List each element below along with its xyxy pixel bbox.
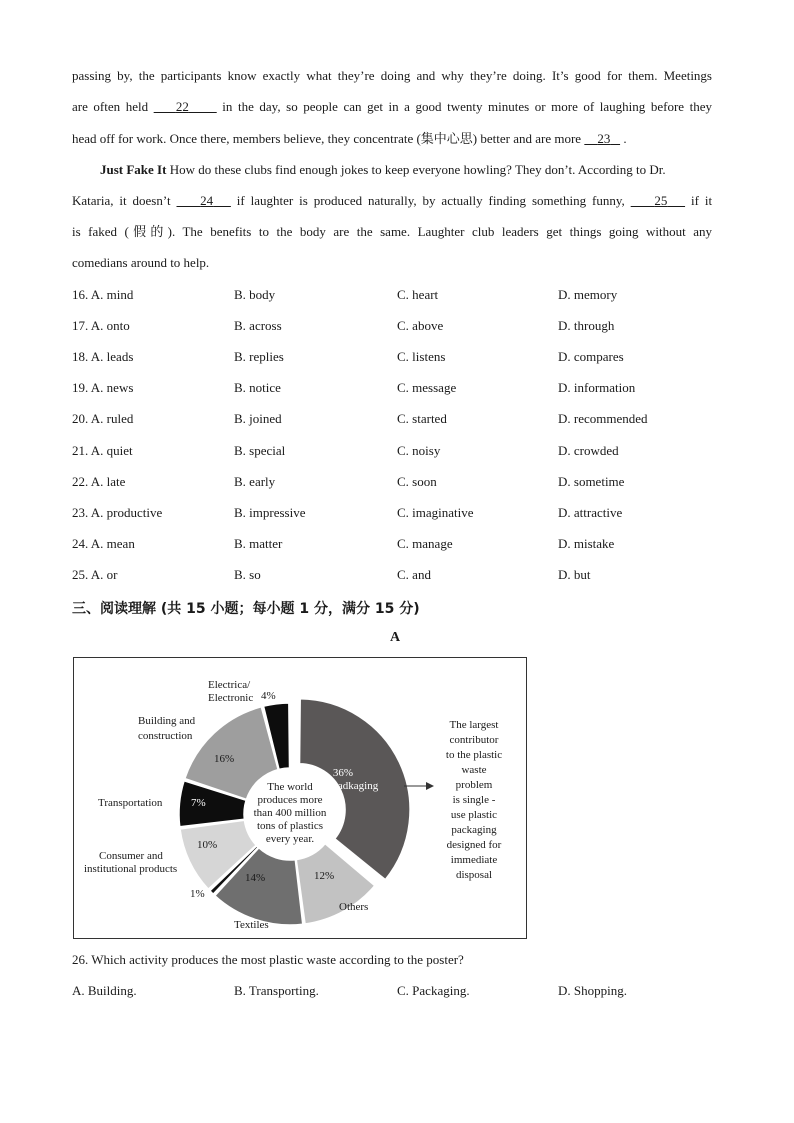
part-label: A — [390, 630, 401, 645]
option-a[interactable]: 23. A. productive — [72, 505, 163, 520]
label-consumer: Consumer and — [99, 850, 163, 862]
option-b[interactable]: B. across — [234, 318, 282, 333]
callout-line: immediate — [450, 854, 498, 866]
option-b[interactable]: B. so — [234, 567, 261, 582]
passage-text: Kataria, it doesn’t — [72, 193, 171, 208]
passage-line-6: is faked (假的). The benefits to the body are the same. Laughter club leaders get things going without any — [72, 224, 712, 239]
option-c[interactable]: C. above — [397, 318, 444, 333]
option-a[interactable]: 18. A. leads — [72, 349, 134, 364]
blank-23-number: 23 — [597, 131, 611, 146]
option-d[interactable]: D. Shopping. — [558, 983, 627, 998]
callout-arrow-head — [426, 782, 434, 790]
section-heading: Just Fake It — [100, 162, 167, 177]
option-b[interactable]: B. notice — [234, 380, 281, 395]
option-b[interactable]: B. joined — [234, 411, 282, 426]
option-c[interactable]: C. listens — [397, 349, 446, 364]
section-title: 三、阅读理解 (共 15 小题；每小题 1 分，满分 15 分) — [72, 601, 420, 617]
option-b[interactable]: B. replies — [234, 349, 284, 364]
callout-line: disposal — [455, 869, 493, 881]
center-line: than 400 million — [253, 807, 327, 819]
option-a[interactable]: 22. A. late — [72, 474, 126, 489]
option-c[interactable]: C. soon — [397, 474, 437, 489]
label-electrical: Electronic — [208, 692, 254, 704]
callout-text — [446, 719, 502, 881]
passage-text: . — [623, 131, 627, 146]
passage-line-5 — [72, 192, 712, 210]
pct-building: 16% — [214, 753, 235, 765]
label-electrical: Electrica/ — [208, 679, 251, 691]
option-c[interactable]: C. message — [397, 380, 457, 395]
option-a[interactable]: 19. A. news — [72, 380, 134, 395]
question-26-stem: 26. Which activity produces the most plastic waste according to the poster? — [72, 952, 464, 967]
label-consumer: institutional products — [84, 863, 178, 875]
passage-text: if it — [690, 193, 713, 208]
option-c[interactable]: C. started — [397, 411, 447, 426]
question-21 — [72, 442, 722, 460]
option-d[interactable]: D. memory — [558, 287, 618, 302]
option-d[interactable]: D. mistake — [558, 536, 615, 551]
option-d[interactable]: D. recommended — [558, 411, 648, 426]
option-c[interactable]: C. manage — [397, 536, 453, 551]
option-b[interactable]: B. impressive — [234, 505, 306, 520]
passage-text: head off for work. Once there, members believe, they concentrate (集中心思) better and are more — [72, 131, 582, 146]
option-a[interactable]: 20. A. ruled — [72, 411, 134, 426]
option-d[interactable]: D. but — [558, 567, 591, 582]
callout-line: to the plastic — [445, 749, 503, 761]
option-a[interactable]: 17. A. onto — [72, 318, 130, 333]
option-d[interactable]: D. sometime — [558, 474, 625, 489]
question-18 — [72, 348, 722, 366]
callout-line: contributor — [449, 734, 499, 746]
pct-packaging: 36% — [332, 767, 354, 779]
label-building: construction — [138, 730, 193, 742]
blank-24 — [177, 193, 231, 208]
label-textiles: Textiles — [234, 919, 269, 931]
callout-line: is single - — [452, 794, 496, 806]
question-24 — [72, 535, 722, 553]
option-c[interactable]: C. noisy — [397, 443, 441, 458]
option-a[interactable]: 24. A. mean — [72, 536, 135, 551]
passage-text: How do these clubs find enough jokes to keep everyone howling? They don’t. According to Dr. — [169, 162, 666, 177]
blank-25 — [631, 193, 685, 208]
passage-text: if laughter is produced naturally, by actually finding something funny, — [236, 193, 625, 208]
passage-line-7: comedians around to help. — [72, 255, 210, 270]
option-b[interactable]: B. Transporting. — [234, 983, 319, 998]
blank-25-number: 25 — [654, 193, 668, 208]
pct-consumer: 10% — [197, 839, 218, 851]
blank-22 — [154, 99, 217, 114]
passage-line-3 — [72, 130, 712, 148]
pct-others: 12% — [314, 870, 335, 882]
option-b[interactable]: B. early — [234, 474, 276, 489]
label-packaging: Padkaging — [331, 780, 379, 792]
question-23 — [72, 504, 722, 522]
center-line: every year. — [265, 833, 315, 845]
blank-22-number: 22 — [175, 99, 189, 114]
callout-line: problem — [455, 779, 493, 791]
pct-transportation: 7% — [191, 797, 206, 809]
question-26-row — [72, 982, 722, 1000]
option-b[interactable]: B. special — [234, 443, 286, 458]
option-d[interactable]: D. crowded — [558, 443, 619, 458]
option-b[interactable]: B. body — [234, 287, 276, 302]
option-a[interactable]: A. Building. — [72, 983, 137, 998]
center-line: produces more — [257, 794, 323, 806]
label-others: Others — [339, 901, 369, 913]
blank-23 — [584, 131, 620, 146]
option-a[interactable]: 21. A. quiet — [72, 443, 133, 458]
callout-line: The largest — [449, 719, 499, 731]
blank-24-number: 24 — [200, 193, 214, 208]
option-d[interactable]: D. information — [558, 380, 636, 395]
plastic-waste-chart — [73, 657, 527, 939]
option-c[interactable]: C. and — [397, 567, 431, 582]
passage-line-2 — [72, 98, 712, 116]
passage-text: in the day, so people can get in a good twenty minutes or more of laughing before they — [222, 99, 712, 114]
option-c[interactable]: C. heart — [397, 287, 439, 302]
callout-line: waste — [461, 764, 487, 776]
center-line: tons of plastics — [257, 820, 323, 832]
callout-line: packaging — [451, 824, 497, 836]
center-line: The world — [267, 781, 313, 793]
option-a[interactable]: 25. A. or — [72, 567, 118, 582]
option-c[interactable]: C. imaginative — [397, 505, 474, 520]
option-d[interactable]: D. through — [558, 318, 615, 333]
pct-textiles: 14% — [245, 872, 266, 884]
donut-chart-svg — [74, 658, 528, 940]
question-17 — [72, 317, 722, 335]
question-22 — [72, 473, 722, 491]
pct-electrical: 4% — [261, 690, 276, 702]
option-d[interactable]: D. attractive — [558, 505, 623, 520]
passage-line-4 — [100, 161, 712, 179]
passage-text: are often held — [72, 99, 149, 114]
option-a[interactable]: 16. A. mind — [72, 287, 134, 302]
question-19 — [72, 379, 722, 397]
question-20 — [72, 410, 722, 428]
callout-line: designed for — [446, 839, 502, 851]
passage-line-1: passing by, the participants know exactly what they’re doing and why they’re doing. It’s good for them. Meetings — [72, 68, 712, 83]
callout-line: use plastic — [450, 809, 498, 821]
question-25 — [72, 566, 722, 584]
question-16 — [72, 286, 722, 304]
option-d[interactable]: D. compares — [558, 349, 624, 364]
pct-one-percent: 1% — [190, 888, 205, 900]
label-building: Building and — [138, 715, 196, 727]
option-c[interactable]: C. Packaging. — [397, 983, 470, 998]
option-b[interactable]: B. matter — [234, 536, 283, 551]
label-transportation: Transportation — [98, 797, 163, 809]
